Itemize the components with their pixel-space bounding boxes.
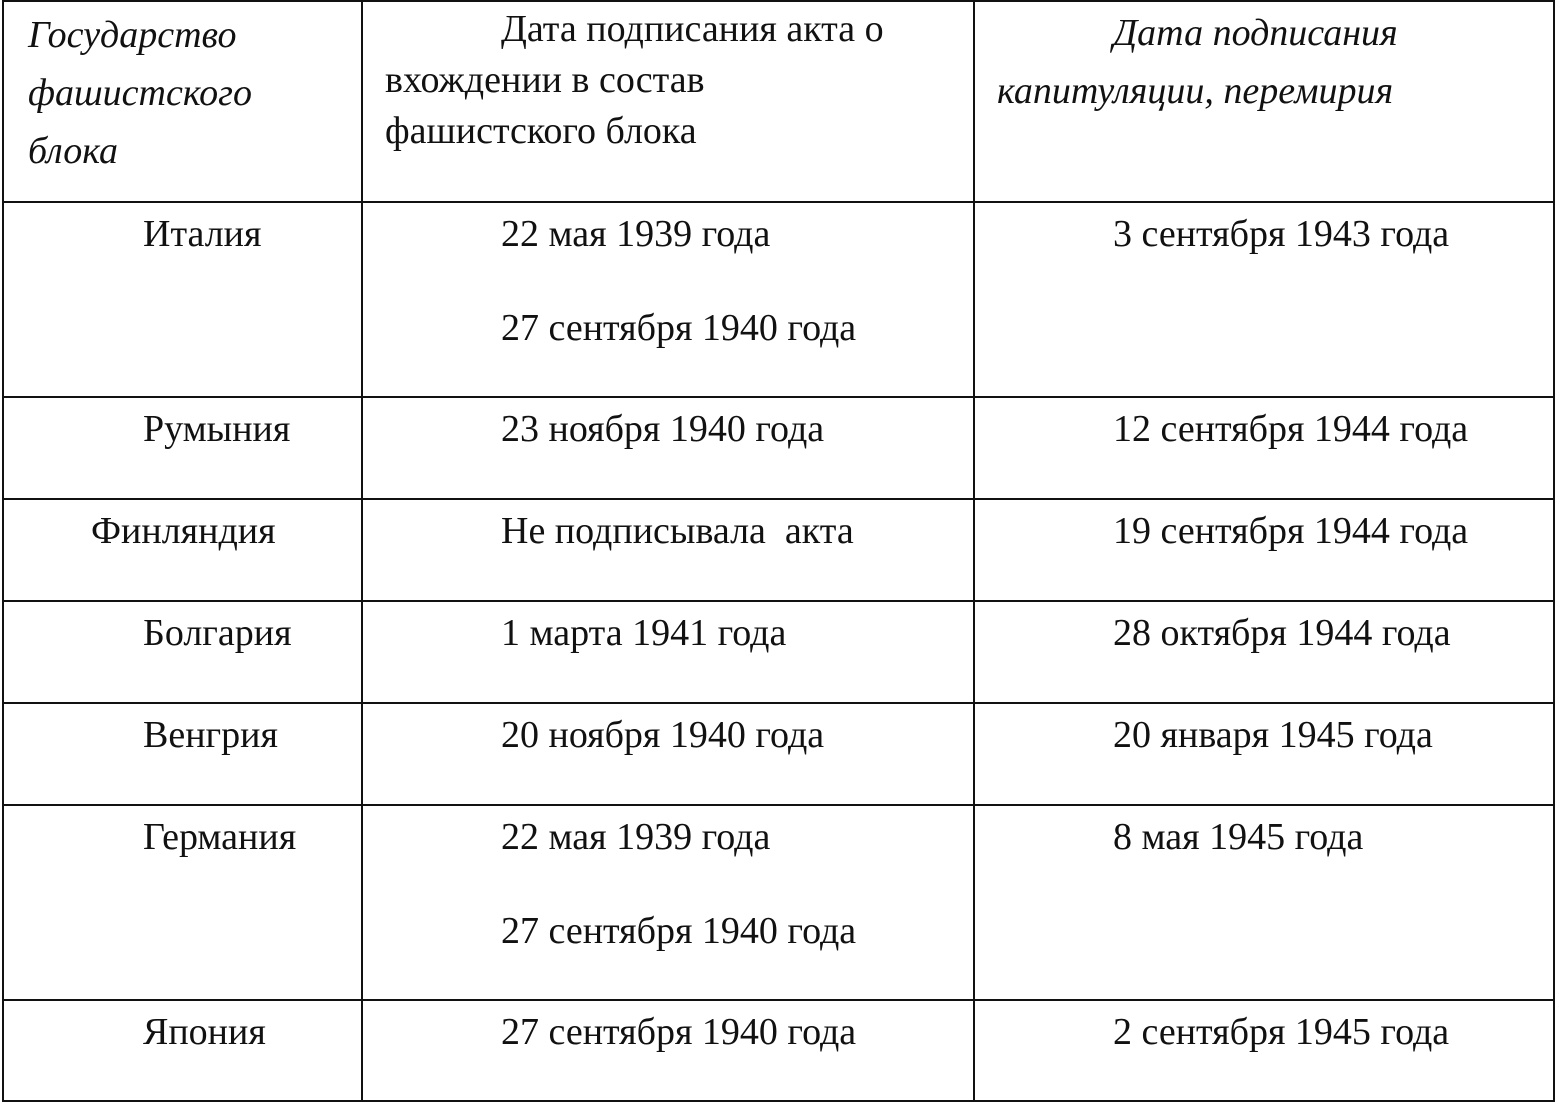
header-join-line: Дата подписания акта о	[501, 8, 884, 50]
surrender-date: 19 сентября 1944 года	[1113, 510, 1469, 552]
surrender-date-cell	[974, 499, 1554, 601]
join-date: 22 мая 1939 года	[501, 213, 771, 255]
country-name: Италия	[143, 213, 262, 255]
header-cell-state	[3, 1, 362, 202]
join-date-cell	[362, 1000, 974, 1101]
header-cell-join-date	[362, 1, 974, 202]
header-state-line: Государство	[28, 14, 237, 56]
surrender-date-cell	[974, 202, 1554, 397]
country-name: Япония	[143, 1011, 266, 1053]
surrender-date-cell	[974, 397, 1554, 499]
surrender-date: 12 сентября 1944 года	[1113, 408, 1469, 450]
country-name: Болгария	[143, 612, 292, 654]
join-date-cell	[362, 703, 974, 805]
surrender-date: 8 мая 1945 года	[1113, 816, 1364, 858]
header-state-line: фашистского	[28, 72, 252, 114]
surrender-date-cell	[974, 1000, 1554, 1101]
join-date: 27 сентября 1940 года	[501, 307, 857, 349]
table-row	[3, 601, 1554, 703]
join-date-cell	[362, 601, 974, 703]
join-date: 27 сентября 1940 года	[501, 1011, 857, 1053]
join-date: 22 мая 1939 года	[501, 816, 771, 858]
country-cell	[3, 1000, 362, 1101]
country-cell	[3, 499, 362, 601]
header-cell-surrender-date	[974, 1, 1554, 202]
join-date: Не подписывала акта	[501, 510, 854, 552]
country-cell	[3, 601, 362, 703]
country-name: Румыния	[143, 408, 291, 450]
header-row	[3, 1, 1554, 202]
table-row	[3, 1000, 1554, 1101]
header-surrender-line: Дата подписания	[1113, 12, 1398, 54]
join-date-cell	[362, 397, 974, 499]
join-date-cell	[362, 805, 974, 1000]
surrender-date: 2 сентября 1945 года	[1113, 1011, 1450, 1053]
surrender-date-cell	[974, 805, 1554, 1000]
country-cell	[3, 202, 362, 397]
header-join-line: вхождении в состав	[385, 59, 705, 101]
surrender-date-cell	[974, 601, 1554, 703]
table-row	[3, 202, 1554, 397]
header-surrender-line: капитуляции, перемирия	[997, 70, 1394, 112]
country-name: Венгрия	[143, 714, 278, 756]
country-name: Финляндия	[91, 510, 276, 552]
join-date-cell	[362, 202, 974, 397]
surrender-date: 28 октября 1944 года	[1113, 612, 1451, 654]
country-cell	[3, 805, 362, 1000]
fascist-bloc-table	[2, 0, 1555, 1102]
table-row	[3, 499, 1554, 601]
table-row	[3, 805, 1554, 1000]
join-date: 23 ноября 1940 года	[501, 408, 825, 450]
surrender-date: 3 сентября 1943 года	[1113, 213, 1450, 255]
header-state-line: блока	[28, 130, 119, 172]
country-name: Германия	[143, 816, 297, 858]
join-date: 27 сентября 1940 года	[501, 910, 857, 952]
country-cell	[3, 703, 362, 805]
table-row	[3, 703, 1554, 805]
surrender-date: 20 января 1945 года	[1113, 714, 1433, 756]
join-date-cell	[362, 499, 974, 601]
surrender-date-cell	[974, 703, 1554, 805]
country-cell	[3, 397, 362, 499]
join-date: 20 ноября 1940 года	[501, 714, 825, 756]
header-join-line: фашистского блока	[385, 110, 697, 152]
table-row	[3, 397, 1554, 499]
join-date: 1 марта 1941 года	[501, 612, 787, 654]
